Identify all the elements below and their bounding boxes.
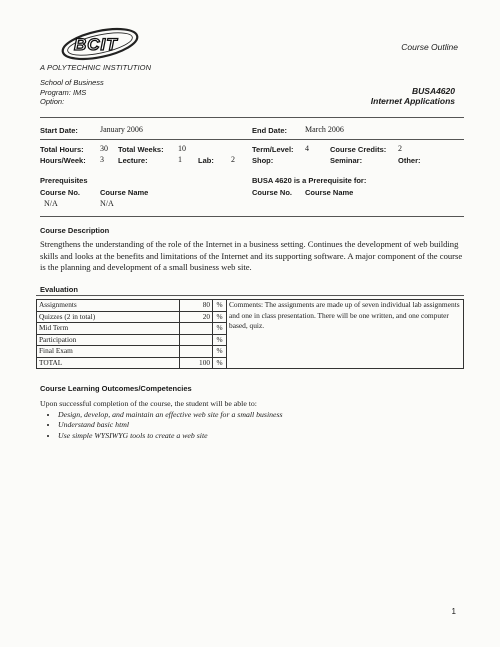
eval-item-name: Participation [37, 334, 180, 346]
outcomes-block [40, 399, 460, 441]
bcit-logo [60, 24, 142, 64]
logo-text: BCIT [74, 35, 118, 54]
list-item: • Use simple WYSIWYG tools to create a web site [58, 431, 460, 442]
eval-item-pct: % [213, 323, 227, 335]
divider-dates [40, 139, 464, 140]
credits: 2 [398, 144, 402, 153]
divider-eval [36, 295, 464, 296]
evaluation-title: Evaluation [40, 285, 78, 294]
option-line: Option: [40, 97, 65, 106]
eval-item-value: 100 [180, 357, 213, 369]
prereq-title: Prerequisites [40, 176, 88, 185]
course-code: BUSA4620 [412, 86, 455, 96]
prereq-no: N/A [44, 199, 58, 208]
divider-prereq [40, 216, 464, 217]
start-date-label: Start Date: [40, 126, 78, 135]
page-number: 1 [451, 607, 456, 616]
outcomes-list [40, 410, 460, 442]
eval-item-value: 80 [180, 300, 213, 312]
eval-item-name: Final Exam [37, 346, 180, 358]
lab-label: Lab: [198, 156, 214, 165]
eval-item-value [180, 346, 213, 358]
lecture: 1 [178, 155, 182, 164]
tagline: A POLYTECHNIC INSTITUTION [40, 63, 152, 72]
eval-item-value [180, 323, 213, 335]
term-level: 4 [305, 144, 309, 153]
outcomes-intro: Upon successful completion of the course, the student will be able to: [40, 399, 257, 408]
eval-item-pct: % [213, 300, 227, 312]
outcomes-title: Course Learning Outcomes/Competencies [40, 384, 192, 393]
eval-item-pct: % [213, 346, 227, 358]
table-row [37, 300, 464, 312]
total-hours: 30 [100, 144, 108, 153]
eval-item-pct: % [213, 334, 227, 346]
eval-item-pct: % [213, 357, 227, 369]
hours-week: 3 [100, 155, 104, 164]
list-item: • Design, develop, and maintain an effective web site for a small business [58, 410, 460, 421]
doc-type: Course Outline [401, 42, 458, 52]
prereq-for-title: BUSA 4620 is a Prerequisite for: [252, 176, 367, 185]
eval-item-name: Mid Term [37, 323, 180, 335]
start-date: January 2006 [100, 125, 143, 134]
lecture-label: Lecture: [118, 156, 148, 165]
prereq-col-name: Course Name [100, 188, 149, 197]
description-text: Strengthens the understanding of the role of the Internet in a business setting. Continues the development of web building skills and looks at the benefits and limitations of the Internet and its supporting software. A major component of the course is the planning and development of a small business web site. [40, 239, 463, 272]
program-line: Program: IMS [40, 87, 87, 97]
course-id-block [371, 86, 455, 106]
course-title: Internet Applications [370, 96, 455, 106]
hours-week-label: Hours/Week: [40, 156, 86, 165]
prereq-for-col-no: Course No. [252, 188, 293, 197]
eval-item-pct: % [213, 311, 227, 323]
prereq-col-no: Course No. [40, 188, 81, 197]
divider-top [40, 117, 464, 118]
evaluation-table [36, 299, 464, 369]
seminar-label: Seminar: [330, 156, 363, 165]
eval-item-value: 20 [180, 311, 213, 323]
school-name: School of Business [40, 78, 104, 87]
prereq-name: N/A [100, 199, 114, 208]
other-label: Other: [398, 156, 421, 165]
end-date: March 2006 [305, 125, 344, 134]
credits-label: Course Credits: [330, 145, 387, 154]
description-title: Course Description [40, 226, 110, 235]
list-item: • Understand basic html [58, 420, 460, 431]
end-date-label: End Date: [252, 126, 288, 135]
prereq-for-col-name: Course Name [305, 188, 354, 197]
eval-item-name: Assignments [37, 300, 180, 312]
eval-item-name: Quizzes (2 in total) [37, 311, 180, 323]
eval-item-name: TOTAL [37, 357, 180, 369]
eval-comments: Comments: The assignments are made up of seven individual lab assignments and one in class presentation. There will be one written, and one computer based, quiz. [227, 300, 464, 369]
eval-item-value [180, 334, 213, 346]
total-hours-label: Total Hours: [40, 145, 84, 154]
lab: 2 [231, 155, 235, 164]
total-weeks: 10 [178, 144, 186, 153]
total-weeks-label: Total Weeks: [118, 145, 164, 154]
term-level-label: Term/Level: [252, 145, 294, 154]
school-info [40, 78, 104, 107]
shop-label: Shop: [252, 156, 274, 165]
